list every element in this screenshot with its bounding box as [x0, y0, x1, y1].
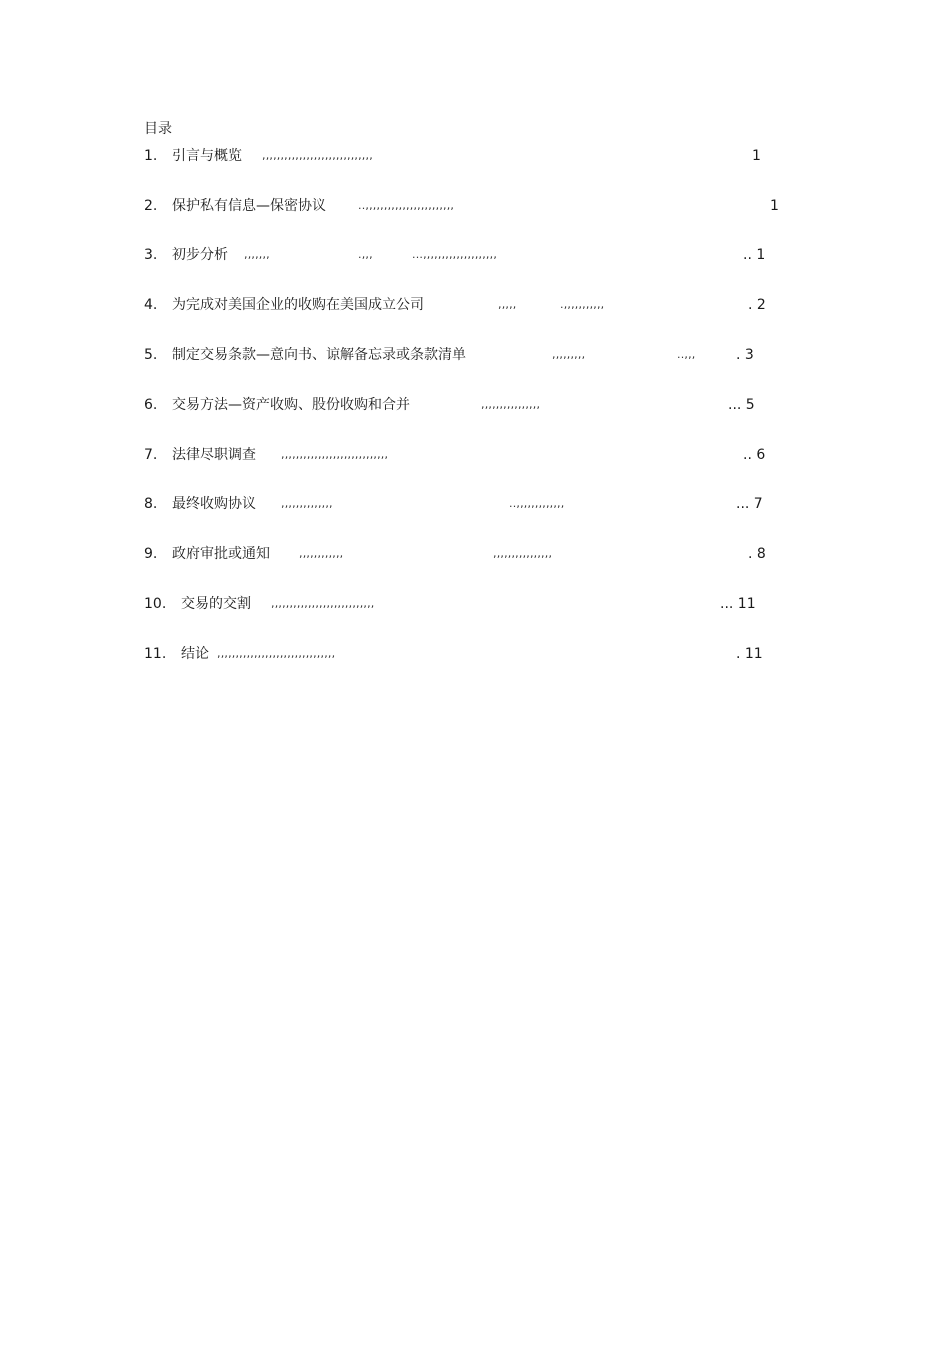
toc-entry-3[interactable] [0, 245, 950, 265]
toc-entry-number: 8. [144, 496, 158, 512]
toc-leader-dots: ,,,,,,, [244, 248, 270, 261]
toc-entry-number: 4. [144, 297, 158, 313]
toc-page-number: .. 6 [743, 447, 766, 463]
toc-page-number: . 2 [748, 297, 766, 313]
toc-page-number: . 11 [736, 646, 763, 662]
toc-entry-label: 政府审批或通知 [172, 546, 270, 562]
toc-leader-dots: ,,,,,,,,,,,,,,,, [481, 398, 541, 411]
toc-page-number: . 3 [736, 347, 754, 363]
toc-leader-dots: ..,,, [677, 348, 696, 361]
toc-entry-8[interactable] [0, 494, 950, 514]
toc-entry-number: 6. [144, 397, 158, 413]
toc-entry-10[interactable] [0, 594, 950, 614]
toc-leader-dots: ,,,,,,,,,,,,,,,, [493, 547, 553, 560]
toc-entry-4[interactable] [0, 295, 950, 315]
toc-entry-label: 制定交易条款—意向书、谅解备忘录或条款清单 [172, 347, 466, 363]
toc-entry-label: 引言与概览 [172, 148, 242, 164]
toc-entry-5[interactable] [0, 345, 950, 365]
toc-entry-11[interactable] [0, 644, 950, 664]
toc-entry-number: 1. [144, 148, 158, 164]
toc-leader-dots: ,,,,,,,,,,,,,,,,,,,,,,,,,,,,, [281, 448, 389, 461]
toc-entry-1[interactable] [0, 146, 950, 166]
toc-entry-number: 7. [144, 447, 158, 463]
toc-entry-label: 结论 [181, 646, 209, 662]
toc-page-number: . 8 [748, 546, 766, 562]
toc-leader-dots: .,,,,,,,,,,, [560, 298, 605, 311]
toc-leader-dots: ..,,,,,,,,,,,,,,,,,,,,,,,, [358, 199, 455, 212]
toc-page-number: 1 [770, 198, 779, 214]
toc-entry-number: 2. [144, 198, 158, 214]
toc-entry-7[interactable] [0, 445, 950, 465]
toc-entry-label: 交易方法—资产收购、股份收购和合并 [172, 397, 410, 413]
toc-title: 目录 [144, 121, 172, 137]
toc-entry-9[interactable] [0, 544, 950, 564]
toc-leader-dots: ,,,,,,,,,,,, [299, 547, 344, 560]
toc-leader-dots: .,,, [358, 248, 373, 261]
toc-leader-dots: ..,,,,,,,,,,,,, [509, 497, 565, 510]
toc-page-number: ... 7 [736, 496, 763, 512]
toc-entry-2[interactable] [0, 196, 950, 216]
toc-leader-dots: ...,,,,,,,,,,,,,,,,,,,, [412, 248, 498, 261]
toc-entry-number: 3. [144, 247, 158, 263]
toc-entry-number: 10. [144, 596, 167, 612]
toc-leader-dots: ,,,,,,,,, [552, 348, 586, 361]
toc-entry-number: 5. [144, 347, 158, 363]
toc-page-number: ... 11 [720, 596, 756, 612]
toc-entry-label: 为完成对美国企业的收购在美国成立公司 [172, 297, 424, 313]
toc-entry-label: 初步分析 [172, 247, 228, 263]
toc-page-number: .. 1 [743, 247, 766, 263]
toc-entry-label: 保护私有信息—保密协议 [172, 198, 326, 214]
toc-leader-dots: ,,,,, [498, 298, 517, 311]
toc-entry-label: 交易的交割 [181, 596, 251, 612]
toc-leader-dots: ,,,,,,,,,,,,,,,,,,,,,,,,,,,,,,,, [217, 647, 336, 660]
toc-leader-dots: ,,,,,,,,,,,,,,,,,,,,,,,,,,,,,, [262, 149, 373, 162]
toc-leader-dots: ,,,,,,,,,,,,,, [281, 497, 333, 510]
toc-entry-label: 法律尽职调查 [172, 447, 256, 463]
toc-entry-label: 最终收购协议 [172, 496, 256, 512]
toc-page-number: 1 [752, 148, 761, 164]
toc-page-number: ... 5 [728, 397, 755, 413]
toc-entry-6[interactable] [0, 395, 950, 415]
toc-leader-dots: ,,,,,,,,,,,,,,,,,,,,,,,,,,,, [271, 597, 375, 610]
toc-entry-number: 11. [144, 646, 167, 662]
toc-entry-number: 9. [144, 546, 158, 562]
